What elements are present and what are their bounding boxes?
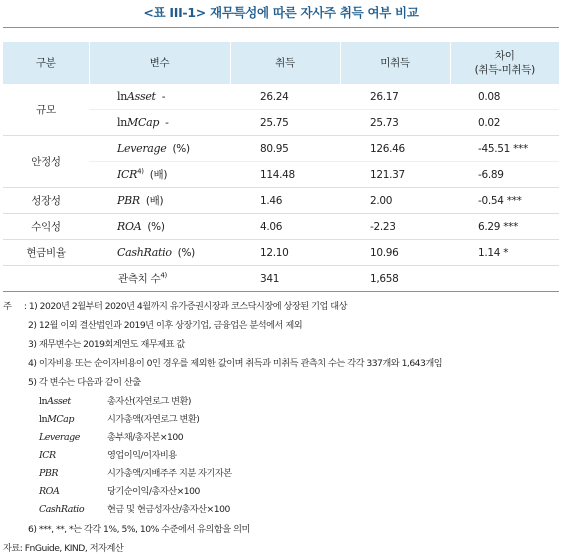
acquire-value: 26.24: [230, 84, 340, 110]
observation-count-row: [3, 266, 559, 292]
group-cell: 수익성: [3, 214, 89, 240]
def-name: ICR: [39, 450, 56, 461]
non-acquire-value: 121.37: [340, 162, 450, 188]
variable-cell: [89, 110, 230, 136]
table-header-row: [3, 42, 559, 84]
non-acquire-value: 25.73: [340, 110, 450, 136]
var-unit: (%): [172, 143, 190, 155]
def-prefix: ln: [39, 396, 48, 407]
variable-cell: [89, 214, 230, 240]
non-acquire-value: 126.46: [340, 136, 450, 162]
group-cell: 규모: [3, 84, 89, 136]
header-group: 구분: [3, 42, 89, 84]
diff-value: 0.02: [450, 110, 559, 136]
diff-value: -45.51 ***: [450, 136, 559, 162]
acquire-value: 80.95: [230, 136, 340, 162]
group-cell: 성장성: [3, 188, 89, 214]
def-desc: 시가총액(자연로그 변환): [107, 414, 200, 425]
non-acquire-value: 10.96: [340, 240, 450, 266]
definition-row: [39, 501, 230, 515]
header-diff-line1: 차이: [494, 50, 515, 62]
variable-cell: [89, 84, 230, 110]
table-row: [3, 214, 559, 240]
var-name: CashRatio: [117, 246, 172, 259]
acquire-value: 1.46: [230, 188, 340, 214]
title-divider: [3, 27, 559, 28]
var-name: Asset: [127, 90, 156, 103]
var-prefix: ln: [117, 90, 128, 103]
variable-cell: [89, 188, 230, 214]
def-desc: 총자산(자연로그 변환): [107, 396, 191, 407]
non-acquire-value: 2.00: [340, 188, 450, 214]
definition-row: [39, 411, 199, 425]
def-desc: 당기순이익/총자산×100: [107, 486, 200, 497]
definition-row: [39, 465, 232, 479]
table-row: [3, 84, 559, 110]
footnote-ref: 4): [160, 271, 167, 280]
diff-value: 1.14 *: [450, 240, 559, 266]
def-name: ROA: [39, 486, 60, 497]
non-acquire-value: -2.23: [340, 214, 450, 240]
header-non-acquire: 미취득: [340, 42, 450, 84]
variable-cell: [89, 162, 230, 188]
def-name: Asset: [47, 396, 71, 407]
note-line-5: 5) 각 변수는 다음과 같이 산출: [28, 377, 141, 388]
var-name: MCap: [127, 116, 160, 129]
definition-row: [39, 483, 200, 497]
comparison-table: [3, 42, 559, 292]
notes-prefix: 주: [3, 301, 12, 312]
non-acquire-value: 26.17: [340, 84, 450, 110]
definition-row: [39, 447, 177, 461]
def-desc: 현금 및 현금성자산/총자산×100: [107, 504, 230, 515]
definition-row: [39, 393, 191, 407]
def-name: MCap: [47, 414, 74, 425]
group-cell: 안정성: [3, 136, 89, 188]
source-line: 자료: FnGuide, KIND, 저자계산: [3, 543, 124, 554]
header-acquire: 취득: [230, 42, 340, 84]
table-row: [3, 188, 559, 214]
var-prefix: ln: [117, 116, 128, 129]
note-line-1: [3, 298, 347, 312]
var-name: PBR: [117, 194, 140, 207]
note-text: : 1) 2020년 2월부터 2020년 4월까지 유가증권시장과 코스닥시장에 상장된 기업 대상: [23, 301, 347, 312]
count-label-cell: [3, 266, 230, 292]
table-row: [3, 136, 559, 162]
var-unit: (%): [177, 247, 195, 259]
def-prefix: ln: [39, 414, 48, 425]
def-name: Leverage: [39, 432, 80, 443]
def-name: PBR: [39, 468, 59, 479]
table-row: [3, 240, 559, 266]
var-unit: (배): [145, 195, 164, 207]
footnote-ref: 4): [137, 167, 144, 176]
var-unit: -: [161, 91, 166, 103]
variable-cell: [89, 240, 230, 266]
note-line-4: 4) 이자비용 또는 순이자비용이 0인 경우를 제외한 값이며 취득과 미취득 관측치 수는 각각 337개와 1,643개임: [28, 358, 443, 369]
var-name: ROA: [117, 220, 142, 233]
var-unit: (%): [147, 221, 165, 233]
note-line-6: 6) ***, **, *는 각각 1%, 5%, 10% 수준에서 유의함을 의미: [28, 524, 250, 535]
diff-value: 0.08: [450, 84, 559, 110]
note-line-2: 2) 12월 이외 결산법인과 2019년 이후 상장기업, 금융업은 분석에서 제외: [28, 320, 303, 331]
variable-cell: [89, 136, 230, 162]
def-desc: 총부채/총자본×100: [107, 432, 184, 443]
var-unit: (배): [149, 169, 168, 181]
non-acquire-count: 1,658: [340, 266, 450, 292]
def-desc: 영업이익/이자비용: [107, 450, 177, 461]
acquire-value: 4.06: [230, 214, 340, 240]
acquire-value: 12.10: [230, 240, 340, 266]
var-unit: -: [165, 117, 169, 129]
header-diff-line2: (취득-미취득): [474, 64, 535, 76]
diff-count: [450, 266, 559, 292]
table-title: <표 III-1> 재무특성에 따른 자사주 취득 여부 비교: [143, 5, 419, 20]
acquire-count: 341: [230, 266, 340, 292]
diff-value: 6.29 ***: [450, 214, 559, 240]
definition-row: [39, 429, 183, 443]
diff-value: -6.89: [450, 162, 559, 188]
var-name: Leverage: [117, 142, 167, 155]
acquire-value: 25.75: [230, 110, 340, 136]
acquire-value: 114.48: [230, 162, 340, 188]
def-name: CashRatio: [39, 504, 85, 515]
var-name: ICR: [117, 168, 138, 181]
header-diff: [450, 42, 559, 84]
def-desc: 시가총액/지배주주 지분 자기자본: [107, 468, 232, 479]
diff-value: -0.54 ***: [450, 188, 559, 214]
note-line-3: 3) 재무변수는 2019회계연도 재무제표 값: [28, 339, 185, 350]
header-variable: 변수: [89, 42, 230, 84]
group-cell: 현금비율: [3, 240, 89, 266]
count-label: 관측치 수: [117, 273, 161, 285]
